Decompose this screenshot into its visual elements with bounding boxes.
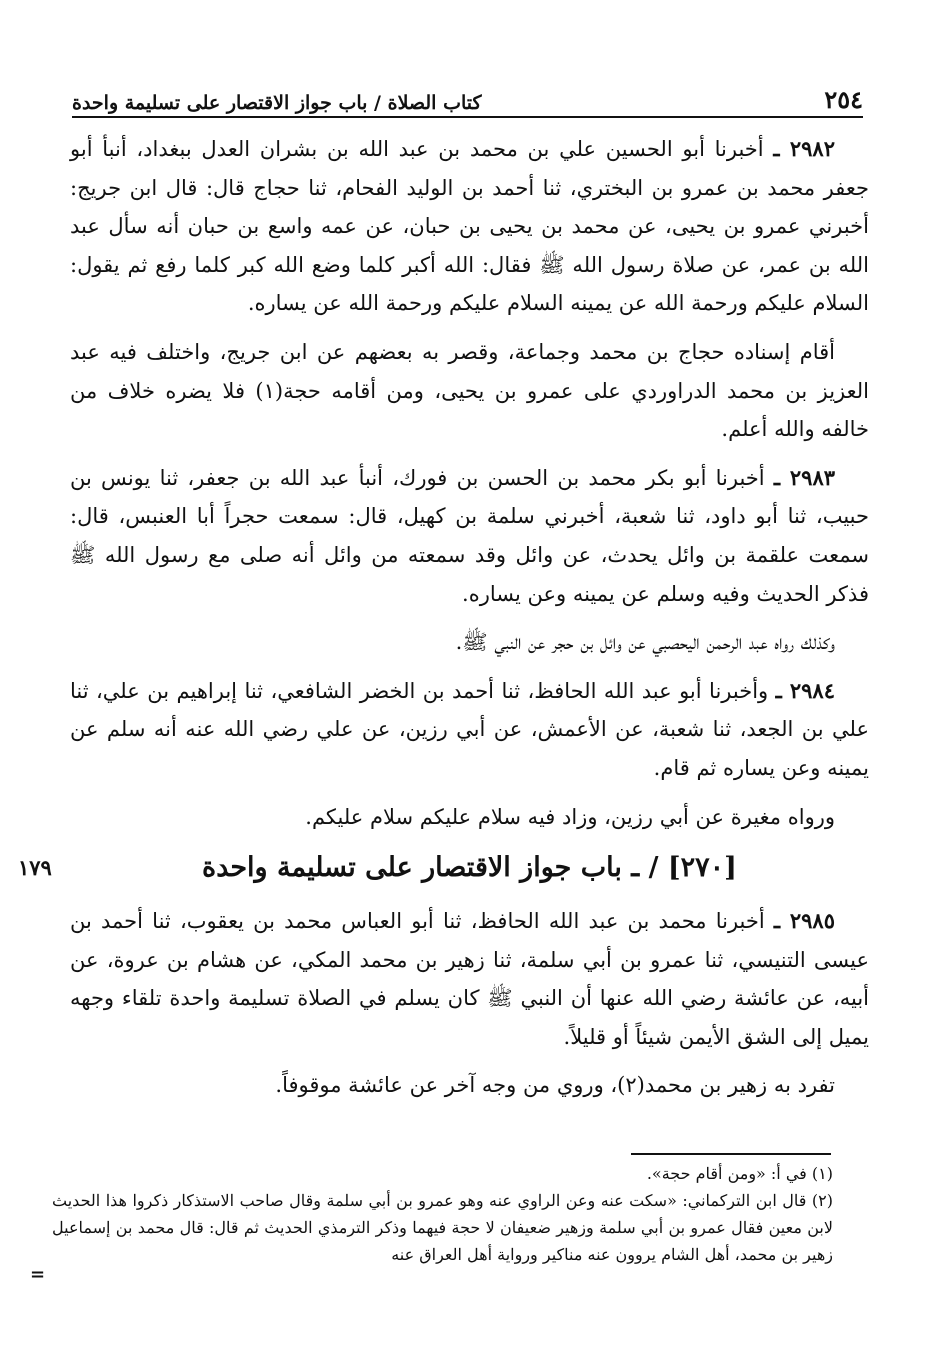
main-text [18, 130, 869, 1115]
paragraph-text: وأخبرنا أبو عبد الله الحافظ، ثنا أحمد بن الخضر الشافعي، ثنا إبراهيم بن علي، ثنا علي بن الجعد، ثنا شعبة، عن الأعمش، عن أبي رزين، عن علي رضي الله عنه أنه سلم عن يمينه وعن يساره ثم قام. [70, 678, 869, 780]
paragraph-text: أخبرنا أبو بكر محمد بن الحسن بن فورك، أنبأ عبد الله بن جعفر، ثنا يونس بن حبيب، ثنا أبو داود، ثنا شعبة، أخبرني سلمة بن كهيل، قال: سمعت حجراً أبا العنبس، قال: سمعت علقمة بن وائل يحدث، عن وائل وقد سمعته من وائل أنه صلى مع رسول الله ﷺ فذكر الحديث وفيه وسلم عن يمينه وعن يساره. [70, 465, 869, 606]
commentary-paragraph [70, 623, 869, 662]
footnote: (١) في أ: «ومن أقام حجة». [646, 1164, 833, 1183]
margin-page-number: ١٧٩ [18, 855, 52, 881]
chapter-heading [18, 846, 869, 890]
paragraph-text: أقام إسناده حجاج بن محمد وجماعة، وقصر به بعضهم عن ابن جريج، واختلف فيه عبد العزيز بن محمد الدراوردي على عمرو بن يحيى، ومن أقامه حجة(١) فلا يضره خلاف من خالفه والله أعلم. [70, 339, 869, 442]
chapter-title: [٢٧٠] / ـ باب جواز الاقتصار على تسليمة واحدة [202, 852, 737, 884]
hadith-paragraph [70, 672, 869, 788]
continuation-mark: = [30, 1264, 46, 1285]
paragraph-text: أخبرنا أبو الحسين علي بن محمد بن عبد الله بن بشران العدل ببغداد، أنبأ أبو جعفر محمد بن عمرو بن البختري، ثنا أحمد بن الوليد الفحام، ثنا حجاج قال: قال ابن جريج: أخبرني عمرو بن يحيى، عن محمد بن يحيى بن حبان، عن عمه واسع بن حبان أنه سأل عبد الله بن عمر، عن صلاة رسول الله ﷺ فقال: الله أكبر كلما وضع الله كبر كلما رفع ثم يقول: السلام عليكم ورحمة الله عن يمينه السلام عليكم ورحمة الله عن يساره. [70, 137, 869, 316]
paragraph-text: تفرد به زهير بن محمد(٢)، وروي من وجه آخر عن عائشة موقوفاً. [275, 1073, 835, 1098]
footnote-separator [631, 1153, 831, 1155]
commentary-paragraph [70, 333, 869, 449]
paragraph-text: ورواه مغيرة عن أبي رزين، وزاد فيه سلام عليكم سلام عليكم. [305, 804, 835, 829]
hadith-number: ٢٩٨٤ ـ [775, 677, 835, 703]
commentary-paragraph [70, 798, 869, 837]
hadith-number: ٢٩٨٥ ـ [773, 908, 835, 934]
paragraph-text: أخبرنا محمد بن عبد الله الحافظ، ثنا أبو العباس محمد بن يعقوب، ثنا أحمد بن عيسى التنيسي، ثنا عمرو بن أبي سلمة، ثنا زهير بن محمد المكي، عن هشام بن عروة، عن أبيه، عن عائشة رضي الله عنها أن النبي ﷺ كان يسلم في الصلاة تسليمة واحدة تلقاء وجهه يميل إلى الشق الأيمن شيئاً أو قليلاً. [70, 909, 869, 1049]
hadith-paragraph [70, 459, 869, 613]
commentary-paragraph [70, 1066, 869, 1105]
hadith-paragraph [70, 130, 869, 323]
paragraph-text: وكذلك رواه عبد الرحمن اليحصبي عن وائل بن حجر عن النبي ﷺ. [455, 630, 835, 655]
hadith-paragraph [70, 902, 869, 1056]
running-title: كتاب الصلاة / باب جواز الاقتصار على تسليمة واحدة [72, 92, 482, 114]
hadith-number: ٢٩٨٢ ـ [773, 136, 835, 161]
footnotes [52, 1160, 833, 1268]
hadith-number: ٢٩٨٣ ـ [773, 464, 836, 490]
footnote: (٢) قال ابن التركماني: «سكت عنه وعن الراوي عنه وهو عمرو بن أبي سلمة وقال صاحب الاستذكار ذكروا هذا الحديث لابن معين فقال عمرو بن أبي سلمة وزهير ضعيفان لا حجة فيهما وذكر الترمذي الحديث ثم قال: قال محمد بن إسماعيل زهير بن محمد، أهل الشام يروون عنه مناكير ورواية أهل العراق عنه [52, 1191, 833, 1264]
page-header [72, 76, 863, 118]
page-number: ٢٥٤ [824, 85, 863, 114]
